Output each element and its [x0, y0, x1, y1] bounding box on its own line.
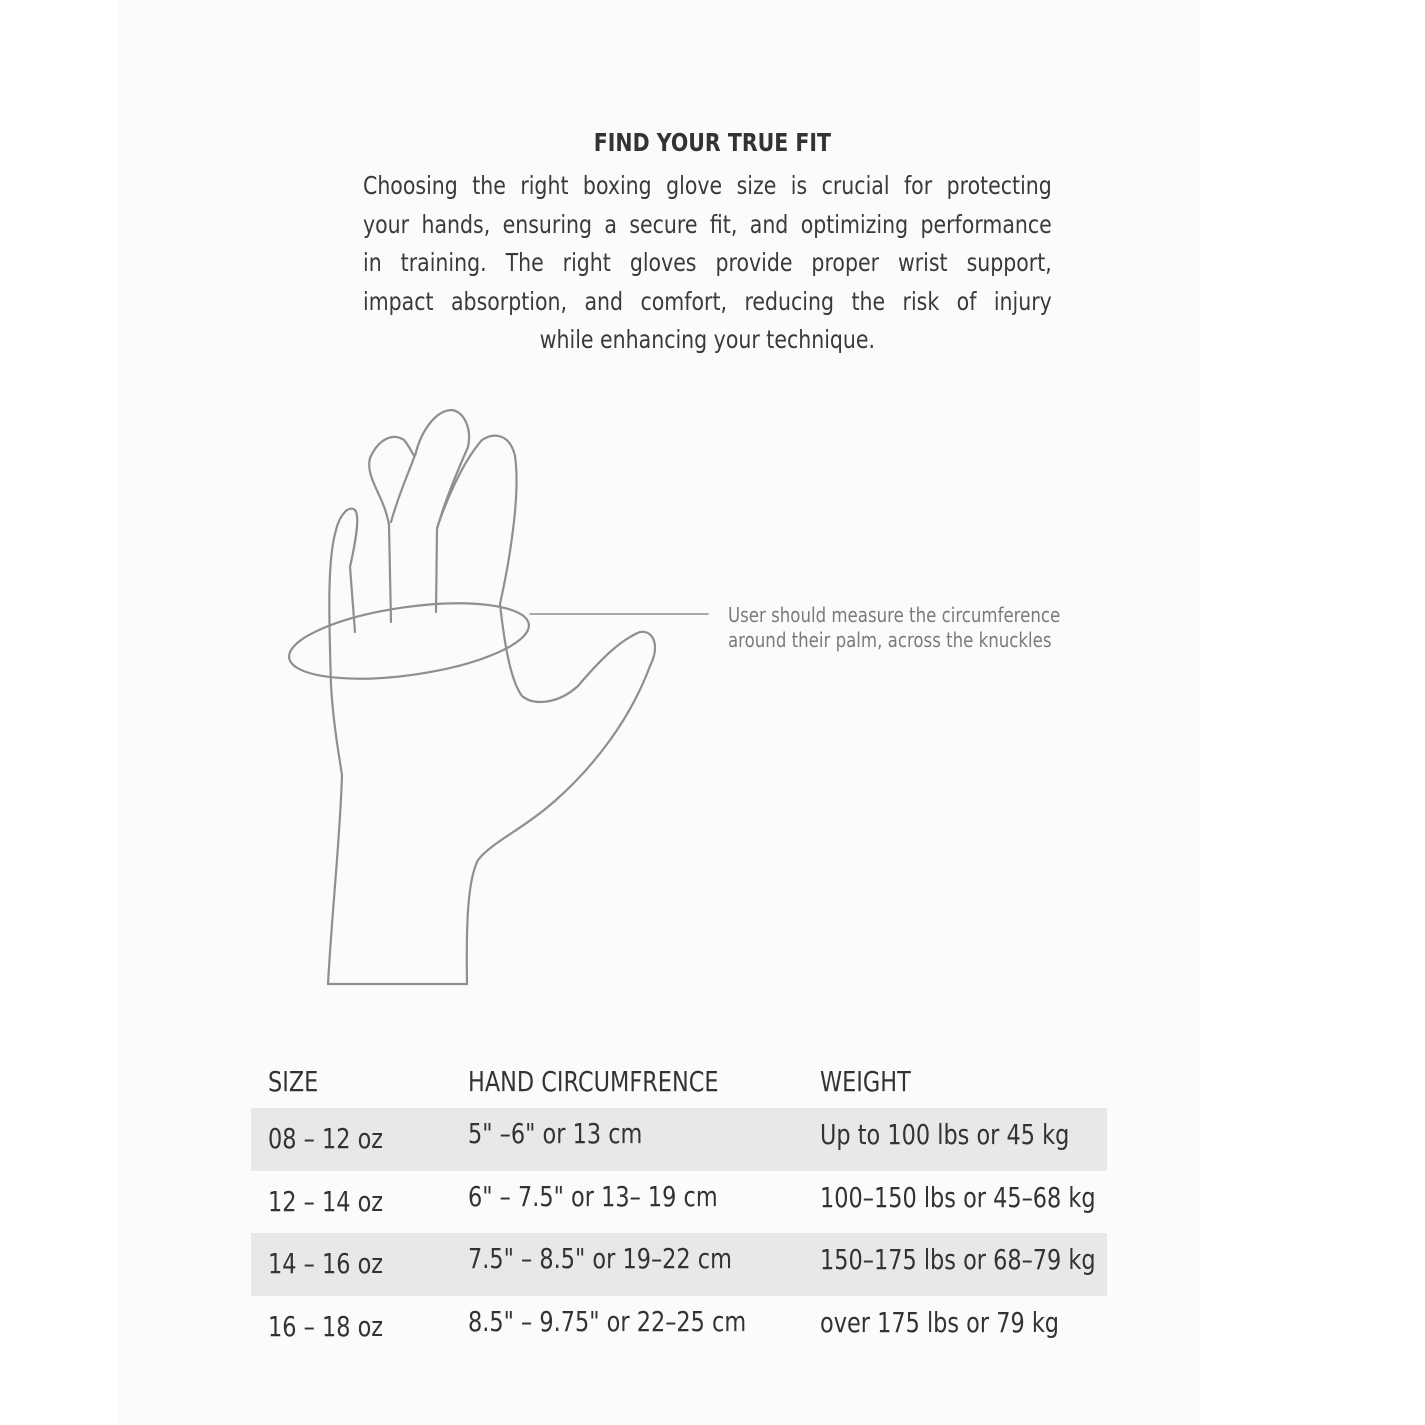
header-weight: WEIGHT: [820, 1065, 911, 1098]
cell-circumference: 6" – 7.5" or 13– 19 cm: [468, 1179, 718, 1213]
cell-circumference: 5" –6" or 13 cm: [468, 1117, 643, 1150]
header-hand-circumference: HAND CIRCUMFRENCE: [468, 1065, 719, 1098]
ring-finger-outline: [369, 437, 416, 622]
table-row: [251, 1108, 1107, 1171]
cell-size: 12 – 14 oz: [268, 1184, 384, 1218]
callout-line: around their palm, across the knuckles: [728, 628, 1052, 652]
intro-line: your hands, ensuring a secure fit, and optimizing performance: [363, 209, 1052, 239]
intro-line: while enhancing your technique.: [539, 325, 876, 354]
cell-weight: 100–150 lbs or 45–68 kg: [820, 1180, 1096, 1214]
intro-line: Choosing the right boxing glove size is crucial for protecting: [363, 171, 1052, 200]
cell-weight: over 175 lbs or 79 kg: [820, 1305, 1060, 1339]
table-row: [251, 1233, 1107, 1296]
cell-size: 14 – 16 oz: [268, 1247, 384, 1280]
header-size: SIZE: [268, 1065, 319, 1098]
table-row: [251, 1171, 1107, 1234]
thumb-outline: [467, 604, 655, 984]
knuckle-measurement-ellipse: [284, 590, 533, 691]
cell-circumference: 7.5" – 8.5" or 19–22 cm: [468, 1242, 732, 1275]
table-header-row: [251, 1058, 1107, 1108]
hand-left-outline: [328, 685, 342, 984]
measurement-callout: [728, 603, 1060, 653]
cell-circumference: 8.5" – 9.75" or 22–25 cm: [468, 1304, 747, 1338]
cell-size: 16 – 18 oz: [268, 1309, 384, 1343]
size-table: [251, 1058, 1107, 1358]
page-title: FIND YOUR TRUE FIT: [593, 128, 832, 157]
cell-size: 08 – 12 oz: [268, 1122, 384, 1155]
intro-line: impact absorption, and comfort, reducing the risk of injury: [363, 286, 1052, 316]
intro-line: in training. The right gloves provide proper wrist support,: [363, 248, 1052, 277]
callout-line: User should measure the circumference: [728, 603, 1061, 627]
index-finger-outline: [437, 436, 517, 604]
table-row: [251, 1296, 1107, 1359]
cell-weight: Up to 100 lbs or 45 kg: [820, 1118, 1070, 1151]
cell-weight: 150–175 lbs or 68–79 kg: [820, 1243, 1096, 1276]
pinky-finger-outline: [329, 509, 357, 685]
